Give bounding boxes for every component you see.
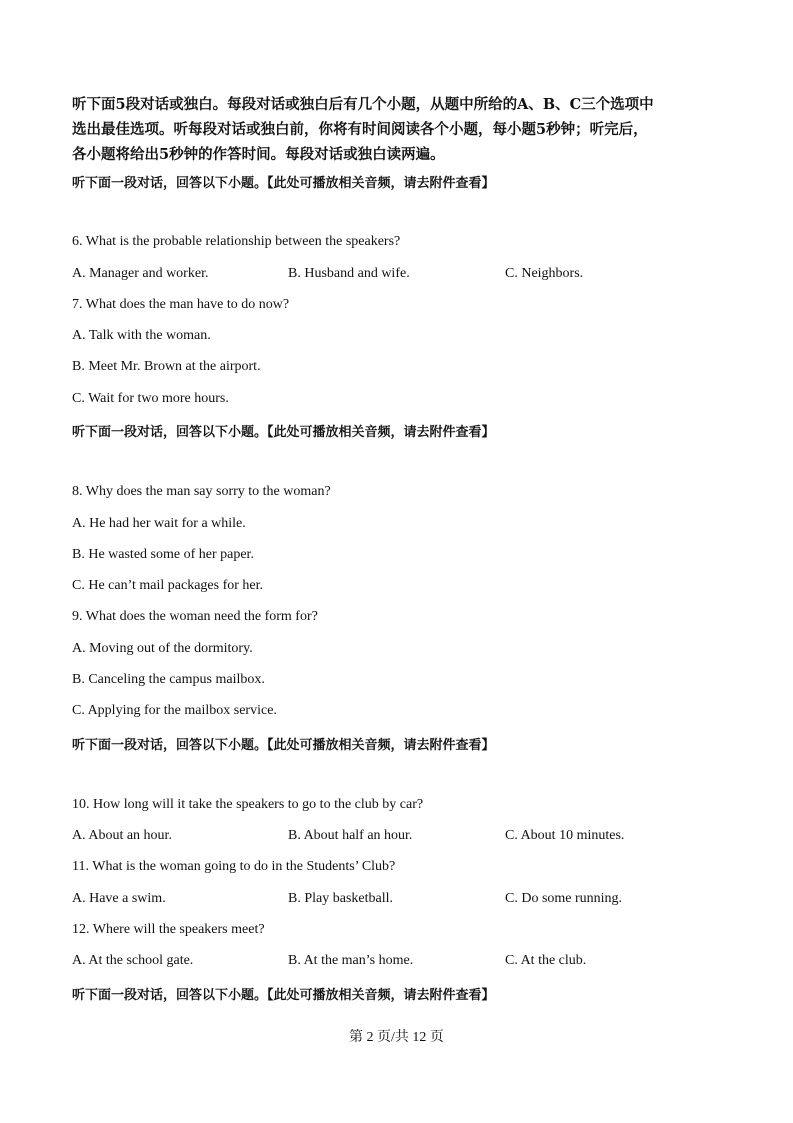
q8-option-b: B. He wasted some of her paper. (72, 547, 254, 562)
q11-option-c: C. Do some running. (505, 891, 623, 906)
question-12: 12. Where will the speakers meet? (72, 922, 265, 937)
q11-option-a: A. Have a swim. (72, 891, 166, 906)
q12-option-b: B. At the man’s home. (288, 953, 414, 968)
listening-instructions (72, 92, 727, 167)
section-header-4: 听下面一段对话，回答以下小题。【此处可播放相关音频，请去附件查看】 (72, 988, 495, 1003)
q12-option-a: A. At the school gate. (72, 953, 194, 968)
question-10: 10. How long will it take the speakers to go to the club by car? (72, 797, 424, 812)
question-7: 7. What does the man have to do now? (72, 297, 290, 312)
q10-option-a: A. About an hour. (72, 828, 172, 843)
instructions-line-1: 听下面5段对话或独白。每段对话或独白后有几个小题，从题中所给的A、B、C三个选项中 (72, 96, 654, 113)
question-11: 11. What is the woman going to do in the Students’ Club? (72, 859, 396, 874)
q11-option-b: B. Play basketball. (288, 891, 393, 906)
q7-option-a: A. Talk with the woman. (72, 328, 211, 343)
instructions-line-3: 各小题将给出5秒钟的作答时间。每段对话或独白读两遍。 (72, 146, 445, 163)
q8-option-a: A. He had her wait for a while. (72, 516, 246, 531)
q6-option-c: C. Neighbors. (505, 266, 584, 281)
q8-option-c: C. He can’t mail packages for her. (72, 578, 264, 593)
q9-option-b: B. Canceling the campus mailbox. (72, 672, 265, 687)
section-header-2: 听下面一段对话，回答以下小题。【此处可播放相关音频，请去附件查看】 (72, 425, 495, 440)
page-number-footer: 第 2 页/共 12 页 (349, 1030, 444, 1045)
instructions-line-2: 选出最佳选项。听每段对话或独白前，你将有时间阅读各个小题，每小题5秒钟；听完后， (72, 121, 648, 138)
q10-option-b: B. About half an hour. (288, 828, 413, 843)
section-header-1: 听下面一段对话，回答以下小题。【此处可播放相关音频，请去附件查看】 (72, 176, 495, 191)
section-header-3: 听下面一段对话，回答以下小题。【此处可播放相关音频，请去附件查看】 (72, 738, 495, 753)
q9-option-a: A. Moving out of the dormitory. (72, 641, 253, 656)
q10-option-c: C. About 10 minutes. (505, 828, 625, 843)
q12-option-c: C. At the club. (505, 953, 587, 968)
q6-option-b: B. Husband and wife. (288, 266, 410, 281)
question-6: 6. What is the probable relationship between the speakers? (72, 234, 401, 249)
question-9: 9. What does the woman need the form for? (72, 609, 318, 624)
question-8: 8. Why does the man say sorry to the woman? (72, 484, 331, 499)
q9-option-c: C. Applying for the mailbox service. (72, 703, 277, 718)
q7-option-c: C. Wait for two more hours. (72, 391, 229, 406)
q6-option-a: A. Manager and worker. (72, 266, 209, 281)
q7-option-b: B. Meet Mr. Brown at the airport. (72, 359, 261, 374)
